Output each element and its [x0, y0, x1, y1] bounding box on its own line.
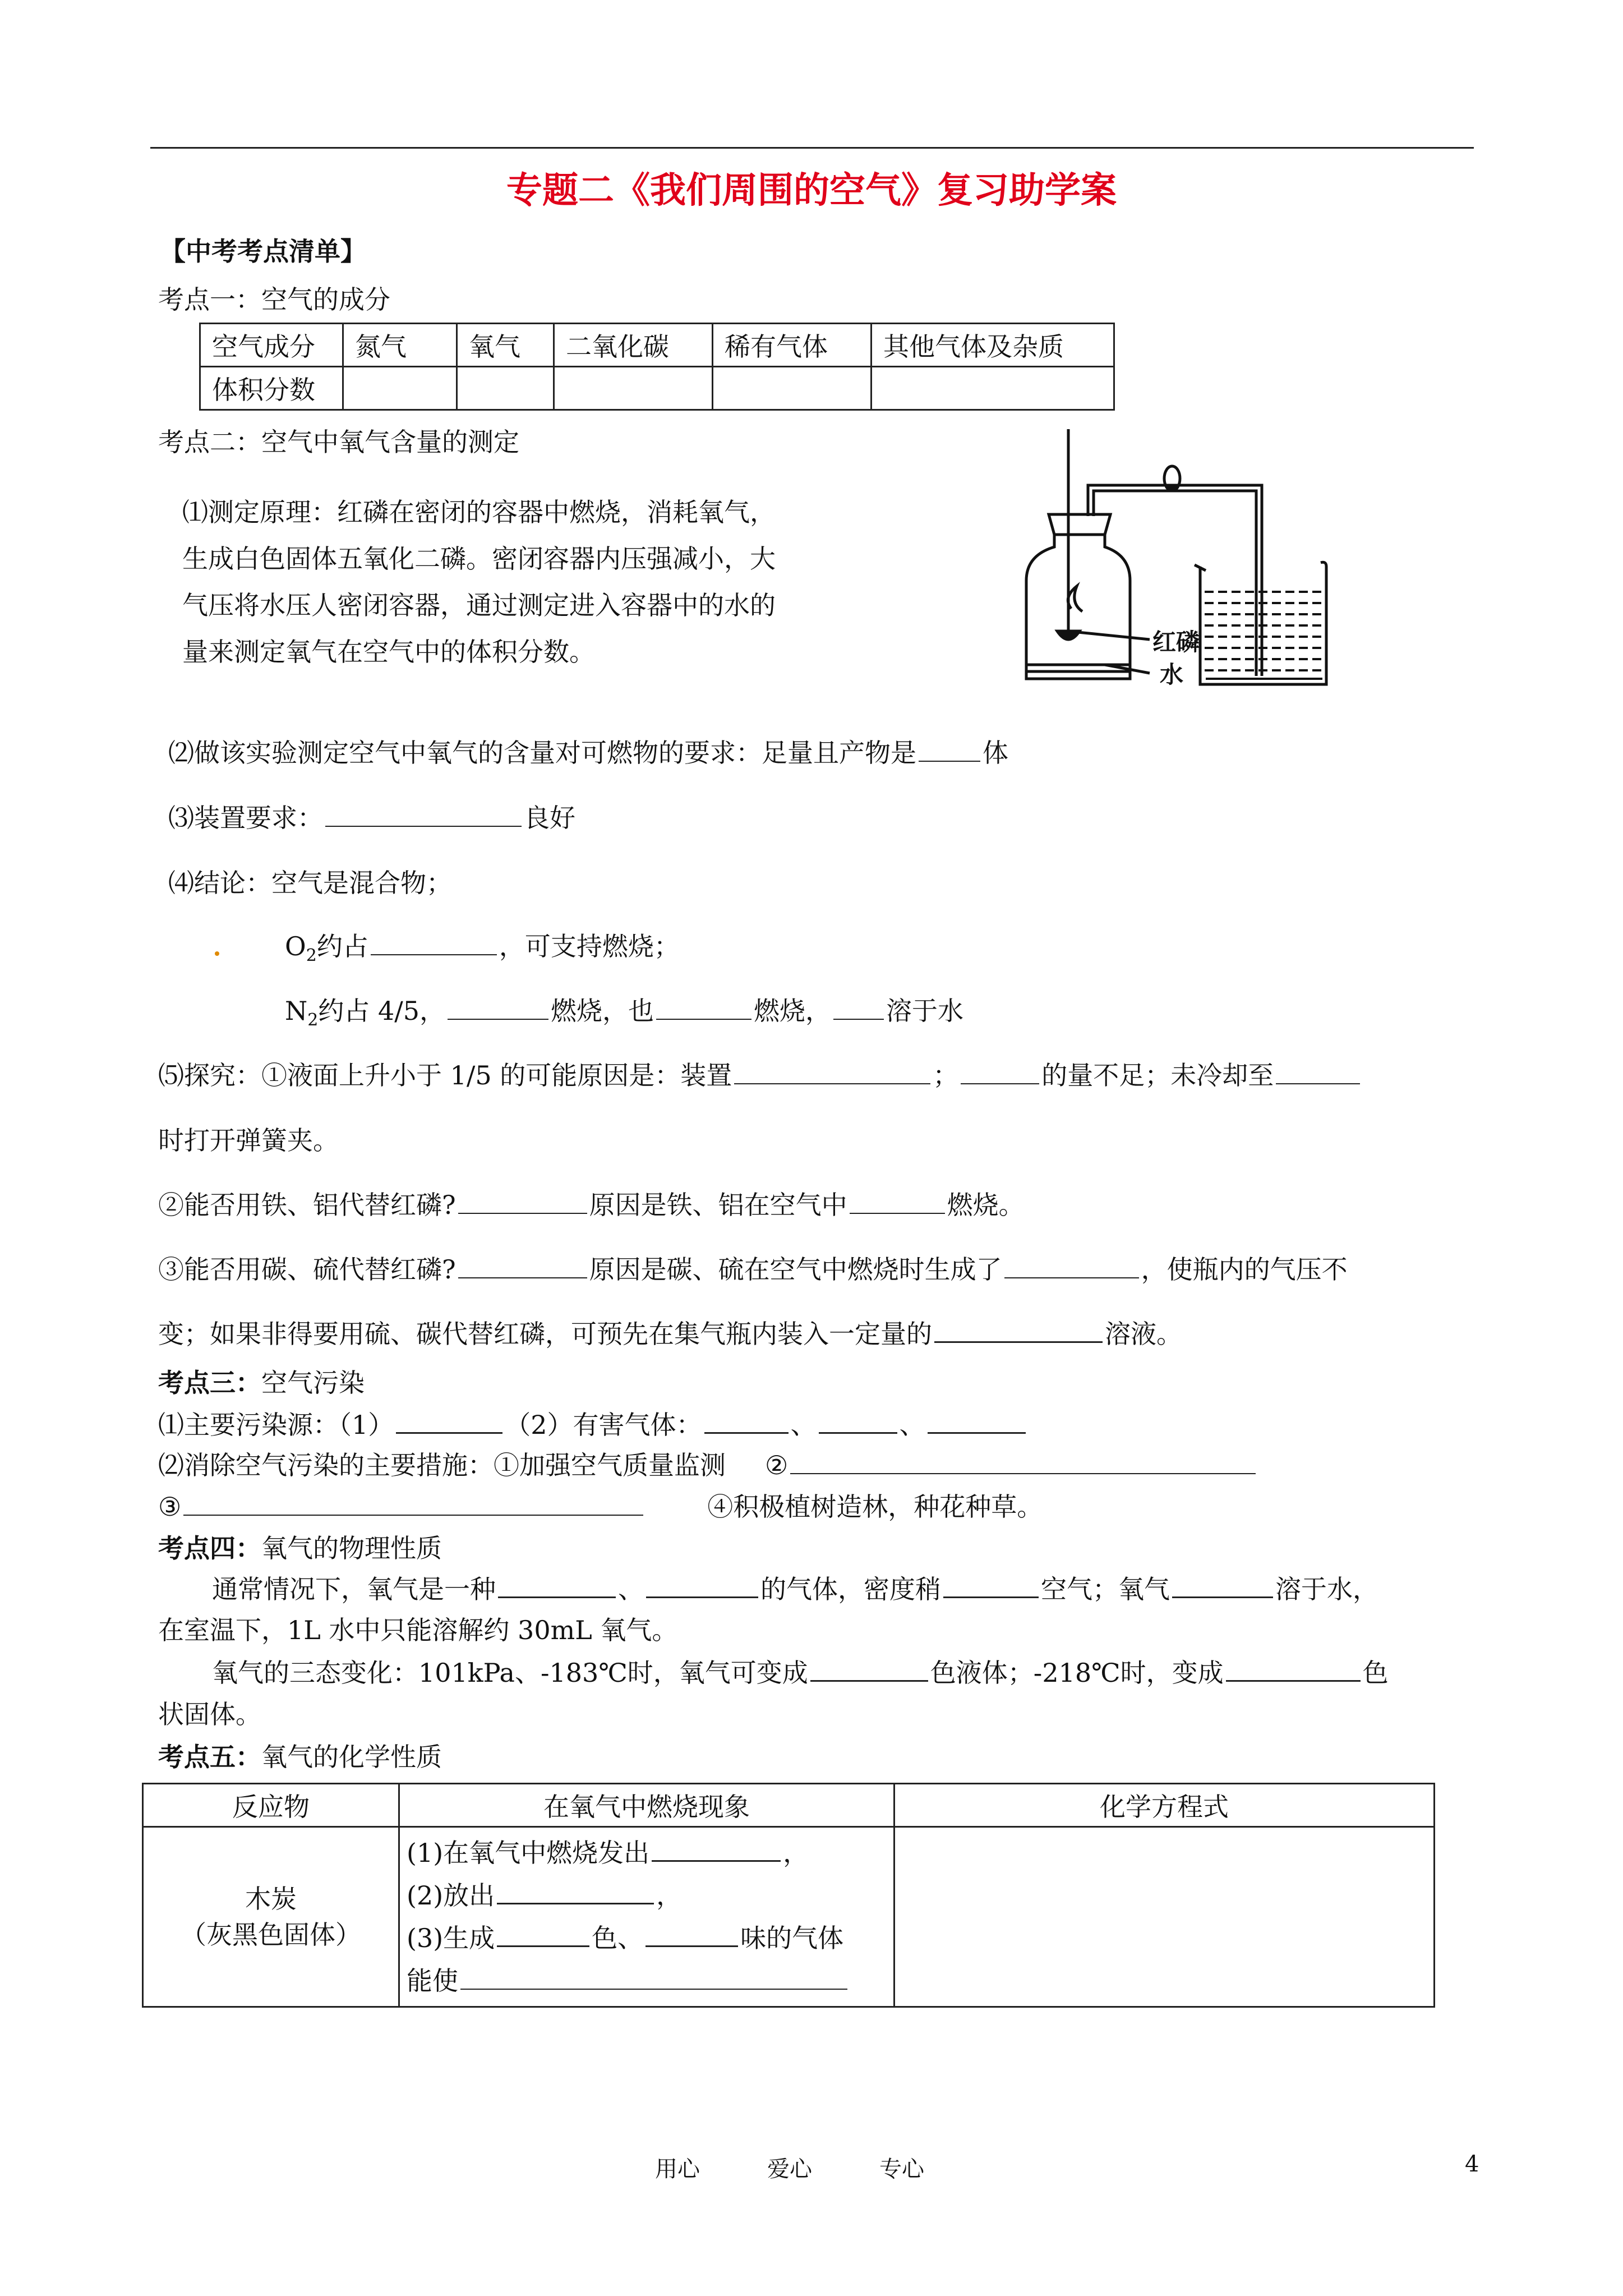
text: 约占 4/5，	[318, 996, 445, 1026]
principle-line: 生成白色固体五氧化二磷。密闭容器内压强减小，大	[182, 544, 776, 574]
heading-text: 氧气的化学性质	[261, 1742, 442, 1772]
table-cell	[872, 367, 1114, 410]
table-cell	[554, 367, 713, 410]
phenomenon-line	[407, 1832, 887, 1874]
reactant-cell	[143, 1827, 399, 2007]
fill-blank[interactable]	[1276, 1061, 1360, 1084]
section-header: 【中考考点清单】	[160, 236, 366, 266]
heading-text: 氧气的物理性质	[261, 1533, 442, 1563]
kd2-principle	[182, 489, 776, 675]
heading-bold: 考点三：	[158, 1368, 261, 1398]
kd1-heading: 考点一：空气的成分	[158, 284, 390, 315]
air-composition-table	[199, 323, 1115, 411]
text: 味的气体	[740, 1923, 844, 1953]
principle-line: 量来测定氧气在空气中的体积分数。	[182, 637, 595, 667]
text: 、	[618, 1574, 644, 1604]
text: 能使	[407, 1966, 458, 1996]
kd2-explore-line2: 时打开弹簧夹。	[158, 1125, 339, 1156]
text: ④积极植树造林，种花种草。	[707, 1492, 1043, 1522]
table-header: 反应物	[143, 1784, 399, 1827]
text: 的量不足；未冷却至	[1041, 1060, 1274, 1091]
text: 、	[790, 1410, 817, 1440]
fill-blank[interactable]	[819, 1410, 897, 1434]
text: 通常情况下，氧气是一种	[212, 1574, 496, 1604]
table-cell: 空气成分	[200, 324, 343, 367]
table-cell	[713, 367, 872, 410]
text: O	[285, 931, 306, 961]
fill-blank[interactable]	[790, 1451, 1256, 1474]
fill-blank[interactable]	[656, 996, 751, 1020]
principle-line: 气压将水压人密闭容器，通过测定进入容器中的水的	[182, 590, 776, 620]
fill-blank[interactable]	[497, 1880, 654, 1904]
kd2-line2	[168, 736, 1008, 770]
text: 空气；氧气	[1041, 1574, 1170, 1604]
page-title: 专题二《我们周围的空气》复习助学案	[506, 169, 1117, 211]
heading-text: 空气污染	[261, 1368, 365, 1398]
kd2-explore-line	[158, 1059, 1362, 1092]
fill-blank[interactable]	[645, 1923, 738, 1947]
kd5-heading	[158, 1740, 442, 1774]
kd2-n2-line	[285, 994, 963, 1037]
fill-blank[interactable]	[498, 1574, 616, 1598]
text: 燃烧，也	[551, 996, 654, 1026]
text: ，	[783, 1838, 809, 1868]
table-cell: 氧气	[457, 324, 554, 367]
fill-blank[interactable]	[646, 1574, 758, 1598]
text: N	[285, 996, 308, 1026]
text: ，使瓶内的气压不	[1141, 1254, 1348, 1285]
kd3-line3	[158, 1490, 1043, 1524]
fill-blank[interactable]	[850, 1190, 945, 1214]
text: ⑵消除空气污染的主要措施：①加强空气质量监测	[158, 1450, 726, 1480]
heading-bold: 考点四：	[158, 1533, 261, 1563]
fill-blank[interactable]	[943, 1574, 1039, 1598]
table-cell: 二氧化碳	[554, 324, 713, 367]
fill-blank[interactable]	[934, 1319, 1103, 1343]
kd4-line3	[212, 1656, 1389, 1690]
kd2-q3-line	[158, 1253, 1348, 1286]
text: 燃烧，	[754, 996, 831, 1026]
kd2-o2-line	[285, 930, 680, 973]
footer-motto-2: 爱心	[767, 2156, 812, 2182]
text: 原因是碳、硫在空气中燃烧时生成了	[589, 1254, 1002, 1285]
figure-label-water: 水	[1160, 661, 1184, 688]
subscript: 2	[307, 1010, 319, 1030]
text: ，可支持燃烧；	[499, 931, 680, 961]
equation-cell	[895, 1827, 1435, 2007]
fill-blank[interactable]	[810, 1658, 928, 1682]
kd2-q2-line	[158, 1188, 1025, 1222]
fill-blank[interactable]	[734, 1061, 930, 1084]
reactant-name: 木炭	[245, 1884, 297, 1914]
kd2-line4: ⑷结论：空气是混合物；	[168, 868, 452, 898]
kd3-line1	[158, 1408, 1028, 1442]
kd2-q3-line2	[158, 1317, 1182, 1351]
text: 燃烧。	[947, 1190, 1025, 1220]
kd2-line3	[168, 801, 575, 835]
table-cell: 其他气体及杂质	[872, 324, 1114, 367]
page-number: 4	[1465, 2151, 1479, 2177]
footer-motto-3: 专心	[879, 2156, 924, 2182]
table-row	[200, 367, 1114, 410]
text: 良好	[524, 803, 575, 833]
text: (1)在氧气中燃烧发出	[407, 1838, 650, 1868]
text: ⑶装置要求：	[168, 803, 323, 833]
text: 色	[1362, 1658, 1389, 1688]
principle-line: ⑴测定原理：红磷在密闭的容器中燃烧，消耗氧气，	[182, 497, 776, 527]
fill-blank[interactable]	[919, 738, 980, 762]
phenomenon-line	[407, 1917, 887, 1959]
bullet-dot	[215, 951, 219, 956]
fill-blank[interactable]	[928, 1410, 1026, 1434]
text: 色、	[592, 1923, 644, 1953]
text: ②	[765, 1450, 789, 1480]
fill-blank[interactable]	[1172, 1574, 1273, 1598]
text: (3)生成	[407, 1923, 495, 1953]
fill-blank[interactable]	[833, 996, 884, 1020]
table-row	[200, 324, 1114, 367]
text: 变；如果非得要用硫、碳代替红磷，可预先在集气瓶内装入一定量的	[158, 1319, 932, 1349]
fill-blank[interactable]	[325, 803, 522, 827]
phenomenon-line	[407, 1874, 887, 1917]
table-cell: 氮气	[343, 324, 457, 367]
header-rule	[150, 147, 1474, 149]
figure-label-phosphorus: 红磷	[1152, 628, 1200, 656]
fill-blank[interactable]	[961, 1061, 1039, 1084]
text: 约占	[316, 931, 368, 961]
table-cell	[343, 367, 457, 410]
phenomenon-cell	[399, 1827, 895, 2007]
table-row	[143, 1784, 1435, 1827]
kd4-line4: 状固体。	[158, 1699, 261, 1729]
text: ⑵做该实验测定空气中氧气的含量对可燃物的要求：足量且产物是	[168, 738, 916, 768]
table-cell	[457, 367, 554, 410]
text: 色液体；-218℃时，变成	[930, 1658, 1224, 1688]
text: 溶于水，	[1275, 1574, 1378, 1604]
kd2-heading: 考点二：空气中氧气含量的测定	[158, 427, 519, 457]
table-row	[143, 1827, 1435, 2007]
kd4-heading	[158, 1531, 442, 1565]
text: (2)放出	[407, 1880, 495, 1911]
text: 氧气的三态变化：101kPa、-183℃时，氧气可变成	[212, 1658, 808, 1688]
text: ③	[158, 1492, 182, 1522]
table-header: 在氧气中燃烧现象	[399, 1784, 895, 1827]
fill-blank[interactable]	[704, 1410, 789, 1434]
table-header: 化学方程式	[895, 1784, 1435, 1827]
fill-blank[interactable]	[1004, 1255, 1139, 1278]
fill-blank[interactable]	[448, 996, 548, 1020]
reactant-note: （灰黑色固体）	[181, 1920, 361, 1950]
table-cell: 稀有气体	[713, 324, 872, 367]
text: ；	[933, 1060, 959, 1091]
text: ②能否用铁、铝代替红磷?	[158, 1190, 456, 1220]
fill-blank[interactable]	[652, 1838, 781, 1862]
kd3-heading	[158, 1366, 365, 1400]
text: ③能否用碳、硫代替红磷?	[158, 1254, 456, 1285]
phenomenon-line	[407, 1959, 887, 2002]
text: 原因是铁、铝在空气中	[589, 1190, 847, 1220]
kd4-line2: 在室温下，1L 水中只能溶解约 30mL 氧气。	[158, 1615, 678, 1645]
footer-motto-1: 用心	[655, 2156, 700, 2182]
oxygen-chemical-table	[142, 1783, 1435, 2008]
fill-blank[interactable]	[396, 1410, 502, 1434]
heading-bold: 考点五：	[158, 1742, 261, 1772]
fill-blank[interactable]	[371, 932, 497, 955]
fill-blank[interactable]	[458, 1190, 587, 1214]
text: ⑸探究：①液面上升小于 1/5 的可能原因是：装置	[158, 1060, 732, 1091]
table-cell: 体积分数	[200, 367, 343, 410]
fill-blank[interactable]	[458, 1255, 587, 1278]
text: 溶液。	[1105, 1319, 1182, 1349]
kd4-line1	[212, 1572, 1378, 1606]
text: （2）有害气体：	[505, 1410, 702, 1440]
text: ，	[656, 1880, 683, 1911]
fill-blank[interactable]	[183, 1492, 643, 1516]
fill-blank[interactable]	[460, 1966, 847, 1990]
fill-blank[interactable]	[1226, 1658, 1361, 1682]
text: 的气体，密度稍	[760, 1574, 941, 1604]
text: ⑴主要污染源：（1）	[158, 1410, 394, 1440]
fill-blank[interactable]	[497, 1923, 589, 1947]
kd3-line2	[158, 1448, 1258, 1482]
text: 体	[983, 738, 1008, 768]
text: 、	[899, 1410, 925, 1440]
subscript: 2	[306, 946, 317, 966]
text: 溶于水	[886, 996, 963, 1026]
